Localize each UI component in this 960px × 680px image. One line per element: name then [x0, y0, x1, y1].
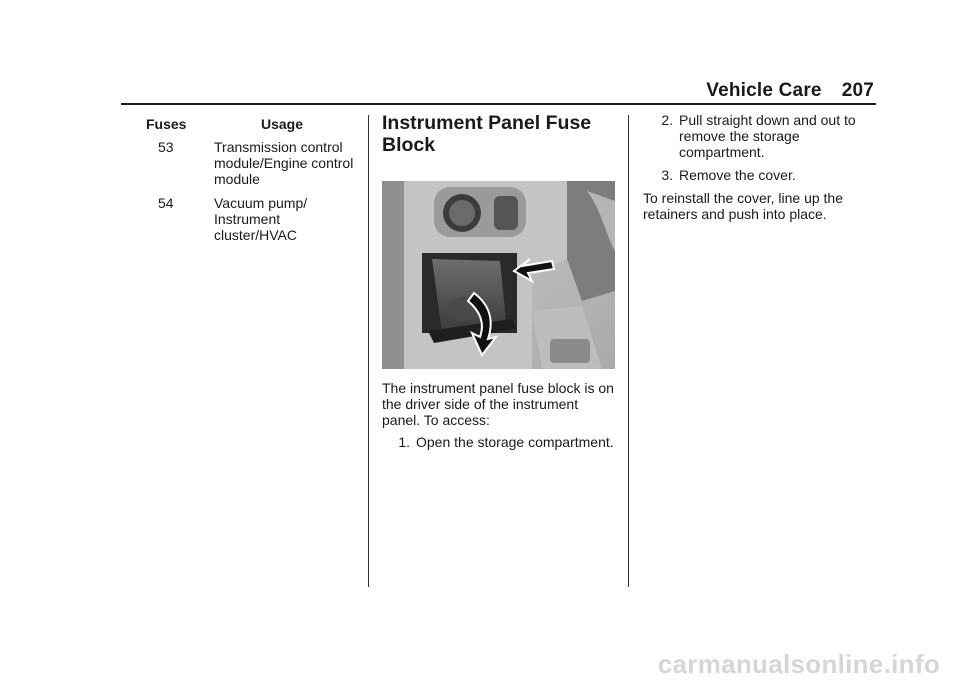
fuse-usage: Transmission control module/Engine control module — [214, 139, 354, 187]
column-divider-1 — [368, 115, 369, 587]
list-item — [382, 434, 618, 450]
table-row — [121, 195, 361, 243]
fuse-block-illustration — [382, 181, 615, 369]
step-text: Pull straight down and out to remove the storage compartment. — [679, 112, 856, 160]
instrument-panel-section — [382, 112, 618, 457]
list-item — [643, 112, 879, 160]
page-number: 207 — [841, 80, 874, 101]
step-text: Open the storage compartment. — [416, 434, 614, 450]
section-title: Instrument Panel Fuse Block — [382, 112, 592, 156]
header-section-title: Vehicle Care — [706, 80, 822, 101]
fuse-usage: Vacuum pump/ Instrument cluster/HVAC — [214, 195, 308, 243]
page-header — [706, 80, 874, 102]
headlamp-knob-center — [449, 200, 475, 226]
fuse-col-header: Fuses — [146, 116, 187, 132]
fuse-table-header — [121, 116, 361, 132]
watermark-text: carmanualsonline.info — [657, 648, 940, 679]
fuse-number: 54 — [158, 195, 174, 211]
left-pillar — [382, 181, 404, 369]
step-number: 3. — [661, 167, 673, 183]
watermark — [0, 650, 960, 678]
header-rule — [121, 103, 876, 105]
steps-continued — [643, 112, 879, 228]
column-divider-2 — [628, 115, 629, 587]
list-item — [643, 167, 879, 183]
step-text: Remove the cover. — [679, 167, 796, 183]
table-row — [121, 139, 361, 187]
intro-paragraph: The instrument panel fuse block is on the driver side of the instrument panel. To access: — [382, 380, 614, 428]
fuse-number: 53 — [158, 139, 174, 155]
step-number: 2. — [661, 112, 673, 128]
usage-col-header: Usage — [261, 116, 304, 132]
reinstall-paragraph: To reinstall the cover, line up the retainers and push into place. — [643, 190, 844, 222]
brake-pedal — [550, 339, 590, 363]
dimmer-wheel — [494, 196, 518, 230]
step-number: 1. — [398, 434, 410, 450]
fuse-table — [121, 116, 361, 251]
